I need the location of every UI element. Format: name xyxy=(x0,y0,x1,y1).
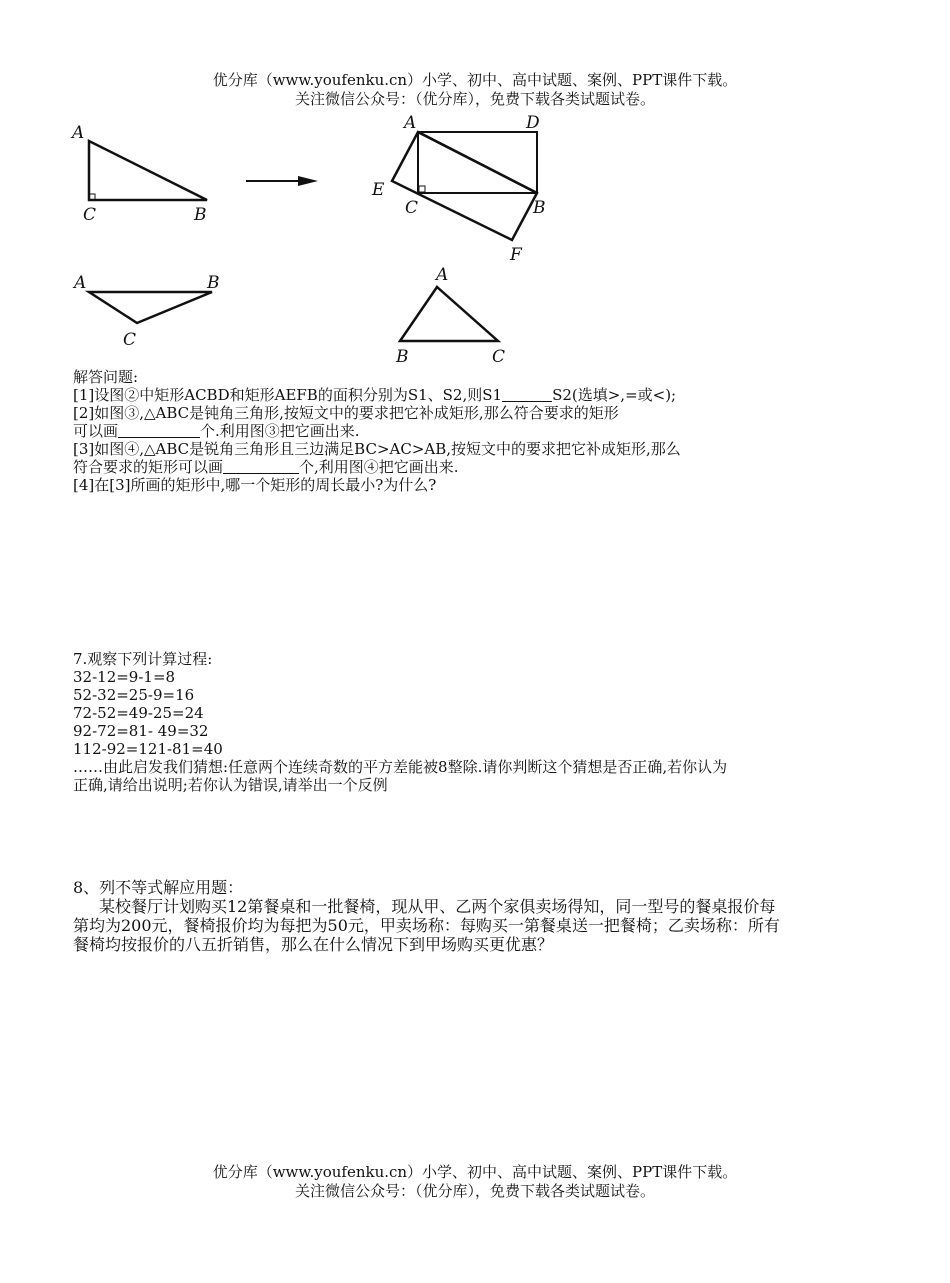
q7-line: 52-32=25-9=16 xyxy=(73,686,195,704)
q6-part-1-text-b: S2(选填>,=或<); xyxy=(552,386,677,404)
geometry-figures xyxy=(0,110,950,375)
figure-1-right-triangle xyxy=(70,123,207,225)
fig1-label-c: C xyxy=(83,205,97,225)
q6-part-3-line-1: [3]如图④,△ABC是锐角三角形且三边满足BC>AC>AB,按短文中的要求把它补成矩形,那么 xyxy=(73,440,681,458)
q8-title: 8、列不等式解应用题： xyxy=(73,878,244,897)
header xyxy=(0,71,950,109)
fig4-label-b: B xyxy=(396,347,409,367)
arrow-icon xyxy=(246,176,318,186)
figure-4-acute-triangle xyxy=(395,265,505,367)
answer-blank-1[interactable] xyxy=(502,387,552,402)
fig4-label-a: A xyxy=(436,265,449,285)
header-line-2: 关注微信公众号：（优分库），免费下载各类试题试卷。 xyxy=(294,90,655,108)
answer-blank-3[interactable] xyxy=(223,459,299,474)
header-line-1: 优分库（www.youfenku.cn）小学、初中、高中试题、案例、PPT课件下载。 xyxy=(212,71,738,89)
answer-blank-2[interactable] xyxy=(118,423,200,438)
q6-part-2-line-1: [2]如图③,△ABC是钝角三角形,按短文中的要求把它补成矩形,那么符合要求的矩形 xyxy=(73,404,619,422)
q8-section xyxy=(73,878,863,954)
q6-part-2-text-b: 可以画 xyxy=(73,422,119,440)
q6-part-3-text-c: 个,利用图④把它画出来. xyxy=(299,458,459,476)
q7-line: 112-92=121-81=40 xyxy=(73,740,223,758)
fig2-label-c: C xyxy=(405,198,419,218)
fig3-label-b: B xyxy=(207,273,220,293)
footer-line-2: 关注微信公众号：（优分库），免费下载各类试题试卷。 xyxy=(294,1182,655,1200)
q7-conjecture-line-1: ……由此启发我们猜想:任意两个连续奇数的平方差能被8整除.请你判断这个猜想是否正确,若你认为 xyxy=(73,758,728,776)
fig2-label-a: A xyxy=(404,113,417,133)
fig1-label-b: B xyxy=(194,205,207,225)
fig4-label-c: C xyxy=(492,347,506,367)
q6-part-1-text-a: [1]设图②中矩形ACBD和矩形AEFB的面积分别为S1、S2,则S1 xyxy=(73,386,503,404)
q7-section xyxy=(73,650,863,794)
fig2-label-f: F xyxy=(510,245,522,265)
fig2-label-b: B xyxy=(533,198,546,218)
q6-part-3-text-b: 符合要求的矩形可以画 xyxy=(73,458,224,476)
q6-section xyxy=(73,368,863,494)
q7-line: 92-72=81- 49=32 xyxy=(73,722,209,740)
q7-line: 72-52=49-25=24 xyxy=(73,704,204,722)
q7-line: 32-12=9-1=8 xyxy=(73,668,176,686)
q8-line-1: 某校餐厅计划购买12第餐桌和一批餐椅，现从甲、乙两个家俱卖场得知，同一型号的餐桌报价每 xyxy=(99,897,776,916)
q6-part-3-line-2 xyxy=(73,458,863,476)
q6-part-4: [4]在[3]所画的矩形中,哪一个矩形的周长最小?为什么? xyxy=(73,476,437,494)
q6-part-1 xyxy=(73,386,863,404)
figure-3-obtuse-triangle xyxy=(72,273,220,350)
fig3-label-c: C xyxy=(123,330,137,350)
fig2-label-d: D xyxy=(526,113,540,133)
footer xyxy=(0,1163,950,1201)
fig3-label-a: A xyxy=(74,273,87,293)
q6-part-2-text-c: 个.利用图③把它画出来. xyxy=(200,422,360,440)
q8-line-3: 餐椅均按报价的八五折销售，那么在什么情况下到甲场购买更优惠？ xyxy=(73,935,554,954)
footer-line-1: 优分库（www.youfenku.cn）小学、初中、高中试题、案例、PPT课件下载。 xyxy=(212,1163,738,1181)
q7-conjecture-line-2: 正确,请给出说明;若你认为错误,请举出一个反例 xyxy=(73,776,388,794)
q6-part-2-line-2 xyxy=(73,422,863,440)
q7-title: 7.观察下列计算过程: xyxy=(73,650,213,668)
fig2-label-e: E xyxy=(372,180,385,200)
q8-line-2: 第均为200元，餐椅报价均为每把为50元，甲卖场称：每购买一第餐桌送一把餐椅；乙卖场称：所有 xyxy=(73,916,780,935)
figure-2-rectangles xyxy=(371,113,546,265)
fig1-label-a: A xyxy=(72,123,85,143)
q6-intro: 解答问题: xyxy=(73,368,139,386)
